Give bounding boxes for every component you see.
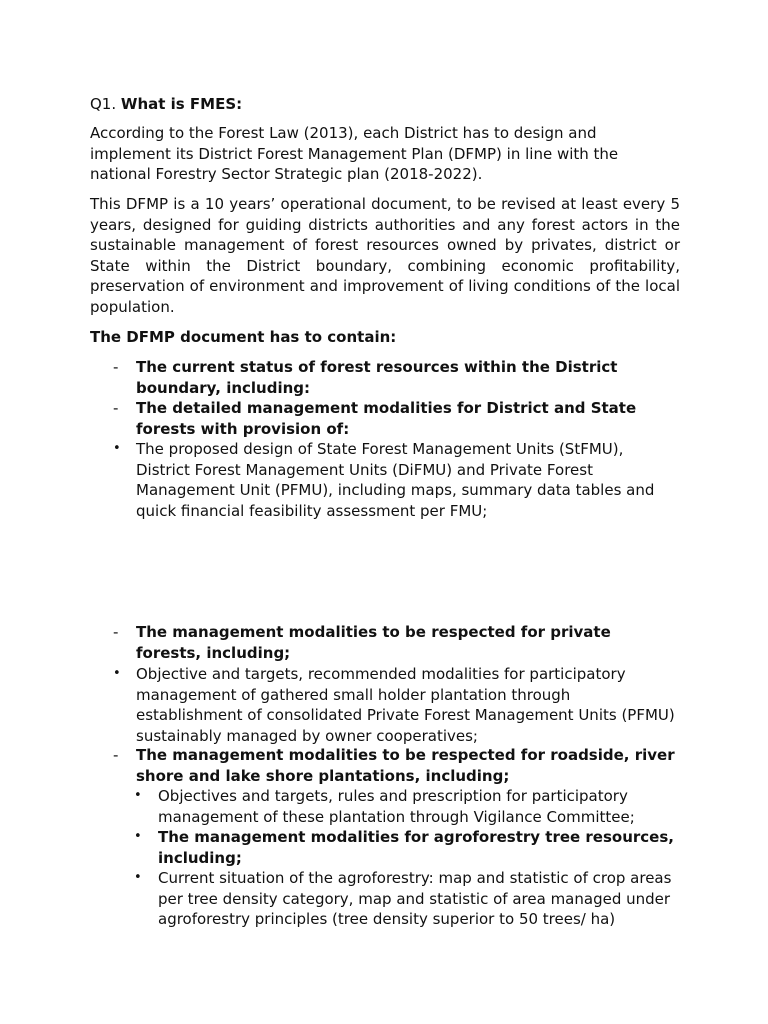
list-item-roadside-plantations: The management modalities to be respected for roadside, river shore and lake shore plantations, including; — [136, 746, 675, 785]
list-item-vigilance-committee: Objectives and targets, rules and prescription for participatory management of these plantation through Vigilance Committee; — [158, 787, 635, 826]
bullet-marker: • — [134, 788, 142, 803]
list-item-management-modalities: The detailed management modalities for District and State forests with provision of: — [136, 399, 637, 438]
bullet-marker: • — [134, 870, 142, 885]
question-prefix: Q1. — [90, 95, 117, 113]
intro-paragraph: According to the Forest Law (2013), each District has to design and implement its District Forest Management Plan (DFMP) in line with the national Forestry Sector Strategic plan (2018-2022). — [90, 124, 619, 183]
list-item-agroforestry-situation: Current situation of the agroforestry: map and statistic of crop areas per tree density category, map and statistic of area managed under agroforestry principles (tree density superior to 50 trees/ ha) — [158, 869, 672, 928]
dfmp-description-paragraph: This DFMP is a 10 years’ operational document, to be revised at least every 5 years, designed for guiding districts authorities and any forest actors in the sustainable management of forest resources owned by privates, district or State within the District boundary, combining economic profitability, preservation of environment and improvement of living conditions of the local population. — [90, 195, 680, 316]
dash-marker: - — [113, 399, 119, 417]
list-item-agroforestry-modalities: The management modalities for agroforestry tree resources, including; — [158, 828, 674, 867]
question-heading — [90, 94, 680, 115]
dash-marker: - — [113, 358, 119, 376]
bullet-marker: • — [113, 441, 121, 456]
list-item-private-forests: The management modalities to be respected for private forests, including; — [136, 623, 611, 662]
contents-heading: The DFMP document has to contain: — [90, 328, 397, 346]
list-item-proposed-design: The proposed design of State Forest Management Units (StFMU), District Forest Management Units (DiFMU) and Private Forest Management Unit (PFMU), including maps, summary data tables and quick financial feasibility assessment per FMU; — [136, 440, 655, 520]
dash-marker: - — [113, 623, 119, 641]
list-item-current-status: The current status of forest resources within the District boundary, including: — [136, 358, 618, 397]
bullet-marker: • — [134, 829, 142, 844]
bullet-marker: • — [113, 666, 121, 681]
question-title: What is FMES: — [120, 95, 243, 113]
dash-marker: - — [113, 746, 119, 764]
list-item-objective-targets: Objective and targets, recommended modalities for participatory management of gathered small holder plantation through establishment of consolidated Private Forest Management Units (PFMU) sustainably managed by owner cooperatives; — [136, 665, 675, 745]
